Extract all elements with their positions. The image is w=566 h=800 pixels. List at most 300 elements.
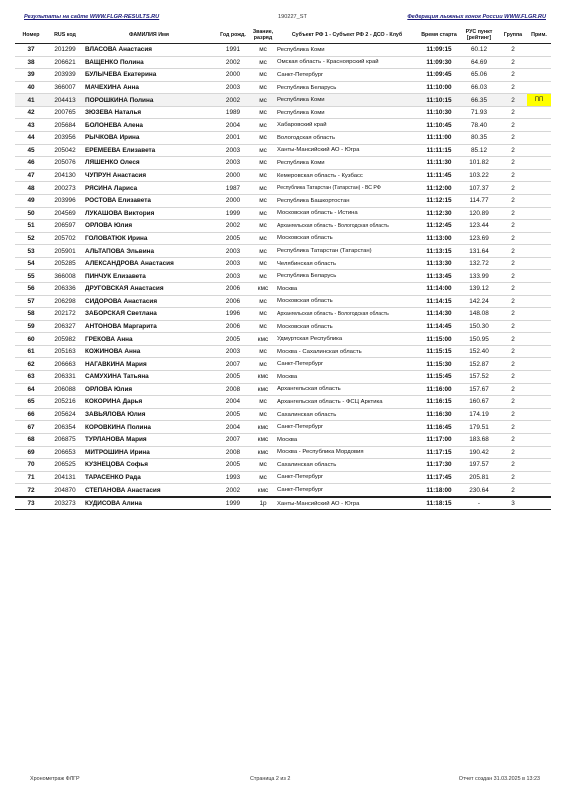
cell-points: 114.77 (459, 194, 499, 207)
cell-rus-code: 204569 (47, 207, 83, 220)
table-row (15, 132, 551, 145)
table-row (15, 157, 551, 170)
cell-start-time: 11:14:15 (419, 295, 459, 308)
cell-points: 150.95 (459, 333, 499, 346)
cell-note (527, 106, 551, 119)
cell-group: 2 (499, 371, 527, 384)
federation-site-link[interactable]: Федерация лыжных гонок России WWW.FLGR.RU (407, 14, 546, 20)
cell-subject: Санкт-Петербург (275, 471, 419, 484)
table-row (15, 44, 551, 57)
cell-note (527, 144, 551, 157)
cell-points: 107.37 (459, 182, 499, 195)
cell-rank: мс (251, 81, 275, 94)
cell-name: АЛЬТАПОВА Эльвина (83, 245, 215, 258)
cell-name: ГРЕКОВА Анна (83, 333, 215, 346)
cell-year: 2000 (215, 194, 251, 207)
cell-points: 160.67 (459, 396, 499, 409)
cell-subject: Республика Беларусь (275, 81, 419, 94)
cell-note (527, 421, 551, 434)
cell-start-time: 11:15:30 (419, 358, 459, 371)
cell-start-time: 11:13:00 (419, 232, 459, 245)
cell-num: 60 (15, 333, 47, 346)
cell-start-time: 11:16:30 (419, 408, 459, 421)
cell-note (527, 257, 551, 270)
cell-group: 2 (499, 333, 527, 346)
table-row (15, 81, 551, 94)
cell-year: 2006 (215, 295, 251, 308)
cell-rank: мс (251, 245, 275, 258)
table-row (15, 207, 551, 220)
cell-group: 2 (499, 169, 527, 182)
cell-rus-code: 366008 (47, 270, 83, 283)
cell-rus-code: 201299 (47, 44, 83, 57)
cell-subject: Хабаровский край (275, 119, 419, 132)
cell-num: 53 (15, 245, 47, 258)
cell-points: 157.67 (459, 383, 499, 396)
cell-name: РЫЧКОВА Ирина (83, 132, 215, 145)
cell-year: 1991 (215, 44, 251, 57)
cell-num: 45 (15, 144, 47, 157)
cell-points: 80.35 (459, 132, 499, 145)
cell-points: 148.08 (459, 308, 499, 321)
cell-group: 2 (499, 471, 527, 484)
table-row (15, 320, 551, 333)
cell-points: 132.72 (459, 257, 499, 270)
cell-group: 2 (499, 270, 527, 283)
cell-year: 2000 (215, 169, 251, 182)
cell-start-time: 11:12:15 (419, 194, 459, 207)
cell-note (527, 207, 551, 220)
cell-rank: мс (251, 320, 275, 333)
cell-subject: Вологодская область (275, 132, 419, 145)
cell-num: 40 (15, 81, 47, 94)
cell-rank: мс (251, 56, 275, 69)
cell-year: 2001 (215, 132, 251, 145)
cell-note (527, 446, 551, 459)
cell-note (527, 471, 551, 484)
cell-name: БУЛЫЧЕВА Екатерина (83, 69, 215, 82)
cell-points: 60.12 (459, 44, 499, 57)
cell-subject: Москва (275, 282, 419, 295)
cell-name: БОЛОНЕВА Алена (83, 119, 215, 132)
cell-subject: Ханты-Мансийский АО - Югра (275, 144, 419, 157)
cell-points: 230.64 (459, 484, 499, 497)
cell-points: 120.89 (459, 207, 499, 220)
cell-subject: Московская область (275, 295, 419, 308)
cell-name: РОСТОВА Елизавета (83, 194, 215, 207)
cell-rus-code: 366007 (47, 81, 83, 94)
cell-num: 61 (15, 345, 47, 358)
table-row (15, 232, 551, 245)
cell-rus-code: 200273 (47, 182, 83, 195)
cell-points: 157.52 (459, 371, 499, 384)
cell-rus-code: 205684 (47, 119, 83, 132)
cell-year: 2003 (215, 157, 251, 170)
cell-name: ДРУГОВСКАЯ Анастасия (83, 282, 215, 295)
cell-rank: мс (251, 157, 275, 170)
cell-rus-code: 200765 (47, 106, 83, 119)
cell-points: 131.64 (459, 245, 499, 258)
cell-rank: мс (251, 144, 275, 157)
page-header (22, 14, 546, 26)
cell-rank: мс (251, 471, 275, 484)
cell-points: 183.68 (459, 433, 499, 446)
cell-num: 59 (15, 320, 47, 333)
cell-name: САМУХИНА Татьяна (83, 371, 215, 384)
cell-group: 2 (499, 56, 527, 69)
cell-name: КОРОВКИНА Полина (83, 421, 215, 434)
table-row (15, 333, 551, 346)
cell-rus-code: 206653 (47, 446, 83, 459)
footer-report-date: Отчет создан 31.03.2025 в 13:23 (458, 776, 540, 782)
cell-start-time: 11:12:45 (419, 220, 459, 233)
cell-start-time: 11:15:00 (419, 333, 459, 346)
cell-group: 2 (499, 182, 527, 195)
cell-name: РЯСИНА Лариса (83, 182, 215, 195)
col-header-num: Номер (15, 27, 47, 44)
cell-year: 1987 (215, 182, 251, 195)
cell-num: 48 (15, 182, 47, 195)
cell-points: 133.99 (459, 270, 499, 283)
cell-rus-code: 205624 (47, 408, 83, 421)
cell-group: 2 (499, 295, 527, 308)
start-list-table (15, 27, 551, 510)
table-row (15, 119, 551, 132)
table-row (15, 270, 551, 283)
cell-rank: мс (251, 169, 275, 182)
cell-year: 2005 (215, 371, 251, 384)
cell-rus-code: 203273 (47, 497, 83, 510)
cell-rus-code: 204413 (47, 94, 83, 107)
cell-group: 2 (499, 421, 527, 434)
cell-subject: Архангельская область (275, 383, 419, 396)
cell-group: 2 (499, 194, 527, 207)
cell-start-time: 11:14:30 (419, 308, 459, 321)
table-row (15, 421, 551, 434)
cell-num: 58 (15, 308, 47, 321)
cell-num: 67 (15, 421, 47, 434)
cell-note (527, 270, 551, 283)
cell-start-time: 11:11:15 (419, 144, 459, 157)
results-site-link[interactable]: Результаты на сайте WWW.FLGR-RESULTS.RU (24, 14, 160, 20)
col-header-rank: Звание, разряд (251, 27, 275, 44)
cell-group: 2 (499, 257, 527, 270)
cell-start-time: 11:09:30 (419, 56, 459, 69)
cell-year: 2006 (215, 320, 251, 333)
cell-note (527, 396, 551, 409)
cell-start-time: 11:18:15 (419, 497, 459, 510)
cell-year: 1996 (215, 308, 251, 321)
cell-year: 2005 (215, 408, 251, 421)
cell-points: 78.40 (459, 119, 499, 132)
table-row (15, 371, 551, 384)
cell-year: 2003 (215, 345, 251, 358)
cell-year: 1999 (215, 207, 251, 220)
cell-num: 68 (15, 433, 47, 446)
cell-name: АНТОНОВА Маргарита (83, 320, 215, 333)
cell-subject: Архангельская область - ФСЦ Арктика (275, 396, 419, 409)
cell-start-time: 11:15:15 (419, 345, 459, 358)
cell-name: ВЛАСОВА Анастасия (83, 44, 215, 57)
cell-name: ГОЛОВАТЮК Ирина (83, 232, 215, 245)
cell-note (527, 345, 551, 358)
cell-subject: Санкт-Петербург (275, 358, 419, 371)
cell-year: 1993 (215, 471, 251, 484)
cell-subject: Московская область (275, 232, 419, 245)
col-header-group: Группа (499, 27, 527, 44)
cell-subject: Архангельская область - Вологодская область (275, 308, 419, 321)
cell-group: 2 (499, 383, 527, 396)
cell-note (527, 433, 551, 446)
cell-group: 2 (499, 484, 527, 497)
table-row (15, 383, 551, 396)
cell-group: 2 (499, 119, 527, 132)
cell-points: 139.12 (459, 282, 499, 295)
cell-note (527, 169, 551, 182)
cell-num: 62 (15, 358, 47, 371)
cell-name: МИТРОШИНА Ирина (83, 446, 215, 459)
cell-num: 54 (15, 257, 47, 270)
cell-subject: Республика Башкортостан (275, 194, 419, 207)
cell-num: 47 (15, 169, 47, 182)
cell-start-time: 11:11:00 (419, 132, 459, 145)
cell-rus-code: 204131 (47, 471, 83, 484)
cell-start-time: 11:12:30 (419, 207, 459, 220)
cell-num: 38 (15, 56, 47, 69)
cell-name: ЧУПРУН Анастасия (83, 169, 215, 182)
cell-name: СИДОРОВА Анастасия (83, 295, 215, 308)
cell-note (527, 245, 551, 258)
cell-num: 70 (15, 459, 47, 472)
cell-rus-code: 206525 (47, 459, 83, 472)
cell-year: 2005 (215, 232, 251, 245)
cell-points: 152.40 (459, 345, 499, 358)
cell-group: 2 (499, 282, 527, 295)
cell-rank: мс (251, 308, 275, 321)
cell-note (527, 484, 551, 497)
cell-name: КОЖИНОВА Анна (83, 345, 215, 358)
cell-subject: Архангельская область - Вологодская область (275, 220, 419, 233)
cell-rank: мс (251, 69, 275, 82)
cell-rus-code: 205702 (47, 232, 83, 245)
cell-year: 2002 (215, 94, 251, 107)
cell-year: 2003 (215, 81, 251, 94)
cell-year: 2008 (215, 383, 251, 396)
cell-start-time: 11:18:00 (419, 484, 459, 497)
cell-points: 142.24 (459, 295, 499, 308)
cell-num: 57 (15, 295, 47, 308)
cell-subject: Санкт-Петербург (275, 69, 419, 82)
cell-name: ПОРОШКИНА Полина (83, 94, 215, 107)
cell-points: - (459, 497, 499, 510)
cell-rank: мс (251, 396, 275, 409)
cell-rus-code: 206088 (47, 383, 83, 396)
cell-rank: мс (251, 459, 275, 472)
cell-points: 150.30 (459, 320, 499, 333)
cell-num: 44 (15, 132, 47, 145)
cell-num: 73 (15, 497, 47, 510)
cell-start-time: 11:13:30 (419, 257, 459, 270)
cell-year: 2000 (215, 69, 251, 82)
cell-note (527, 497, 551, 510)
cell-num: 64 (15, 383, 47, 396)
table-body (15, 44, 551, 510)
cell-points: 123.44 (459, 220, 499, 233)
cell-name: КУЗНЕЦОВА Софья (83, 459, 215, 472)
cell-points: 71.93 (459, 106, 499, 119)
cell-name: ТАРАСЕНКО Рада (83, 471, 215, 484)
table-row (15, 94, 551, 107)
cell-year: 2003 (215, 144, 251, 157)
cell-note (527, 383, 551, 396)
cell-note (527, 333, 551, 346)
cell-num: 39 (15, 69, 47, 82)
table-row (15, 295, 551, 308)
cell-group: 2 (499, 144, 527, 157)
cell-rus-code: 205982 (47, 333, 83, 346)
cell-subject: Москва (275, 433, 419, 446)
cell-points: 64.69 (459, 56, 499, 69)
cell-rank: мс (251, 295, 275, 308)
cell-num: 46 (15, 157, 47, 170)
cell-rus-code: 206354 (47, 421, 83, 434)
cell-subject: Санкт-Петербург (275, 421, 419, 434)
cell-group: 2 (499, 232, 527, 245)
cell-group: 2 (499, 106, 527, 119)
cell-year: 2002 (215, 56, 251, 69)
cell-subject: Санкт-Петербург (275, 484, 419, 497)
cell-start-time: 11:13:45 (419, 270, 459, 283)
cell-note (527, 371, 551, 384)
cell-name: ЗАВЬЯЛОВА Юлия (83, 408, 215, 421)
cell-note (527, 81, 551, 94)
cell-start-time: 11:17:15 (419, 446, 459, 459)
cell-group: 2 (499, 207, 527, 220)
cell-group: 3 (499, 497, 527, 510)
cell-num: 49 (15, 194, 47, 207)
cell-note (527, 320, 551, 333)
col-header-start-time: Время старта (419, 27, 459, 44)
cell-rank: кмс (251, 446, 275, 459)
cell-rus-code: 206298 (47, 295, 83, 308)
cell-num: 51 (15, 220, 47, 233)
cell-year: 2006 (215, 282, 251, 295)
cell-group: 2 (499, 433, 527, 446)
cell-points: 174.19 (459, 408, 499, 421)
table-row (15, 69, 551, 82)
cell-points: 66.03 (459, 81, 499, 94)
cell-rank: мс (251, 358, 275, 371)
cell-group: 2 (499, 320, 527, 333)
cell-start-time: 11:10:30 (419, 106, 459, 119)
cell-subject: Москва - Сахалинская область (275, 345, 419, 358)
cell-group: 2 (499, 69, 527, 82)
cell-rank: кмс (251, 371, 275, 384)
cell-note (527, 182, 551, 195)
table-row (15, 408, 551, 421)
cell-rank: мс (251, 345, 275, 358)
cell-rank: мс (251, 119, 275, 132)
table-row (15, 282, 551, 295)
cell-start-time: 11:14:00 (419, 282, 459, 295)
cell-year: 2002 (215, 484, 251, 497)
cell-note (527, 232, 551, 245)
cell-rus-code: 206875 (47, 433, 83, 446)
cell-start-time: 11:13:15 (419, 245, 459, 258)
cell-rank: кмс (251, 333, 275, 346)
cell-rank: мс (251, 207, 275, 220)
cell-rank: мс (251, 44, 275, 57)
col-header-subject: Субъект РФ 1 - Субъект РФ 2 - ДСО - Клуб (275, 27, 419, 44)
cell-note (527, 119, 551, 132)
cell-num: 42 (15, 106, 47, 119)
cell-num: 63 (15, 371, 47, 384)
table-row (15, 446, 551, 459)
cell-subject: Республика Коми (275, 157, 419, 170)
cell-group: 2 (499, 408, 527, 421)
col-header-points: РУС пункт [рейтинг] (459, 27, 499, 44)
cell-year: 2003 (215, 270, 251, 283)
cell-rus-code: 203996 (47, 194, 83, 207)
cell-note (527, 358, 551, 371)
cell-subject: Республика Коми (275, 94, 419, 107)
cell-year: 2007 (215, 358, 251, 371)
table-row (15, 484, 551, 497)
cell-subject: Республика Коми (275, 44, 419, 57)
cell-group: 2 (499, 459, 527, 472)
cell-year: 2002 (215, 220, 251, 233)
cell-name: ВАЩЕНКО Полина (83, 56, 215, 69)
cell-num: 52 (15, 232, 47, 245)
cell-rank: мс (251, 408, 275, 421)
cell-rank: мс (251, 132, 275, 145)
cell-rank: кмс (251, 421, 275, 434)
event-code: 190227_ST (278, 14, 307, 20)
cell-year: 2004 (215, 396, 251, 409)
cell-note (527, 220, 551, 233)
cell-note (527, 157, 551, 170)
footer-timing: Хронометраж ФЛГР (30, 776, 80, 782)
cell-start-time: 11:10:45 (419, 119, 459, 132)
cell-rank: кмс (251, 484, 275, 497)
cell-subject: Москва - Республика Мордовия (275, 446, 419, 459)
cell-rus-code: 202172 (47, 308, 83, 321)
cell-rank: мс (251, 94, 275, 107)
cell-year: 2003 (215, 257, 251, 270)
cell-rank: кмс (251, 282, 275, 295)
cell-points: 152.87 (459, 358, 499, 371)
cell-name: АЛЕКСАНДРОВА Анастасия (83, 257, 215, 270)
cell-rus-code: 206597 (47, 220, 83, 233)
cell-note (527, 295, 551, 308)
cell-note (527, 56, 551, 69)
cell-rank: мс (251, 220, 275, 233)
cell-num: 66 (15, 408, 47, 421)
cell-year: 2003 (215, 245, 251, 258)
cell-rank: мс (251, 106, 275, 119)
cell-rus-code: 205216 (47, 396, 83, 409)
cell-start-time: 11:09:15 (419, 44, 459, 57)
cell-rus-code: 203956 (47, 132, 83, 145)
table-header-row (15, 27, 551, 44)
cell-group: 2 (499, 358, 527, 371)
cell-rus-code: 206621 (47, 56, 83, 69)
cell-subject: Сахалинская область (275, 459, 419, 472)
table-row (15, 471, 551, 484)
cell-year: 2007 (215, 433, 251, 446)
cell-points: 103.22 (459, 169, 499, 182)
cell-subject: Челябинская область (275, 257, 419, 270)
